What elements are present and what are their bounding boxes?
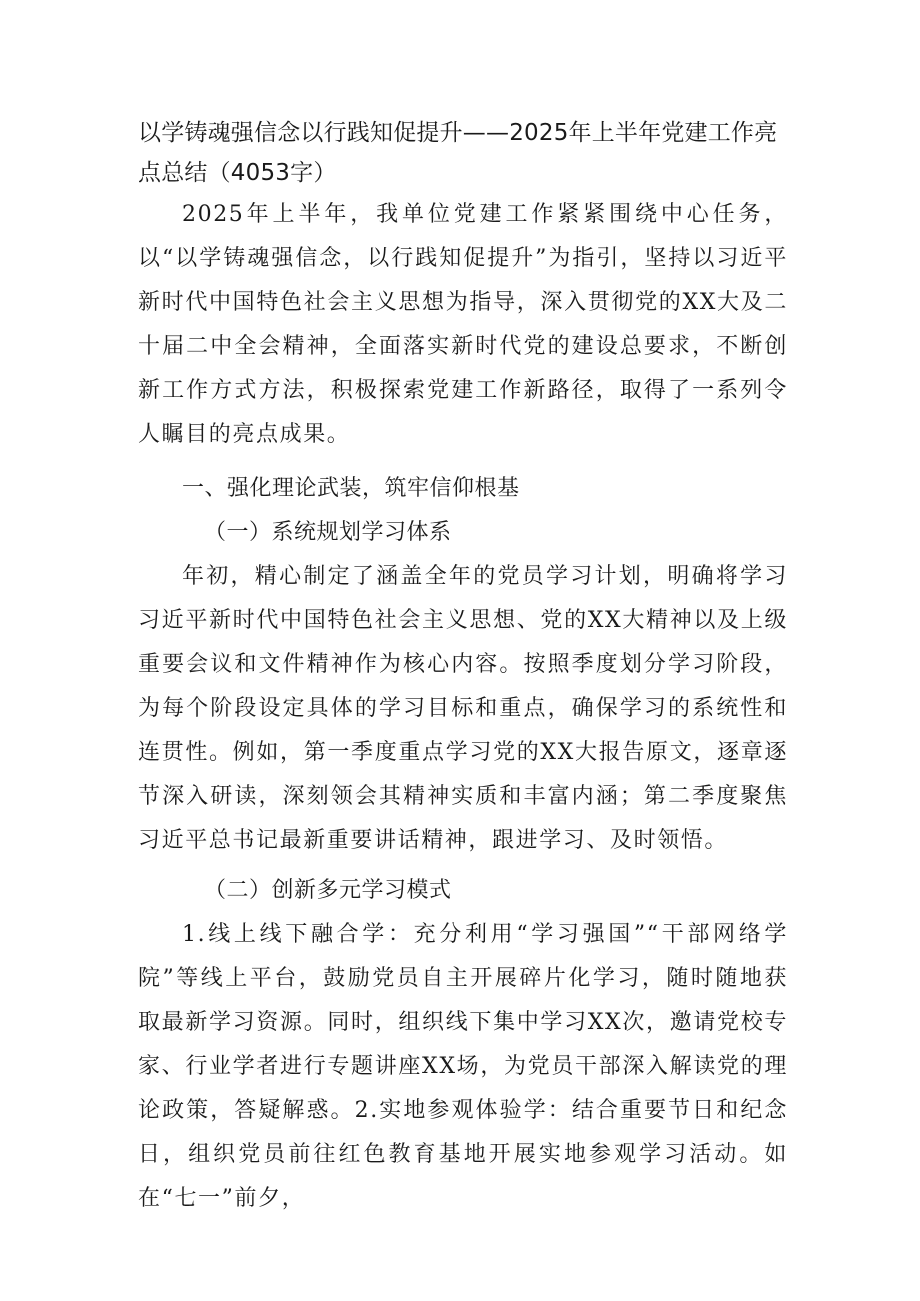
section-heading-1: 一、强化理论武装，筑牢信仰根基 xyxy=(182,476,520,501)
intro-paragraph: 2025年上半年，我单位党建工作紧紧围绕中心任务，以“以学铸魂强信念，以行践知促提升”为指引，坚持以习近平新时代中国特色社会主义思想为指导，深入贯彻党的XX大及二十届二中全会精神，全面落实新时代党的建设总要求，不断创新工作方式方法，积极探索党建工作新路径，取得了一系列令人瞩目的亮点成果。 xyxy=(138,202,788,447)
document-title: 以学铸魂强信念以行践知促提升——2025年上半年党建工作亮点总结（4053字） xyxy=(138,120,778,186)
subsection-paragraph-1: 年初，精心制定了涵盖全年的党员学习计划，明确将学习习近平新时代中国特色社会主义思想、党的XX大精神以及上级重要会议和文件精神作为核心内容。按照季度划分学习阶段，为每个阶段设定具体的学习目标和重点，确保学习的系统性和连贯性。例如，第一季度重点学习党的XX大报告原文，逐章逐节深入研读，深刻领会其精神实质和丰富内涵；第二季度聚焦习近平总书记最新重要讲话精神，跟进学习、及时领悟。 xyxy=(138,564,788,853)
document-body xyxy=(138,113,788,1221)
subsection-paragraph-2: 1.线上线下融合学：充分利用“学习强国”“干部网络学院”等线上平台，鼓励党员自主开展碎片化学习，随时随地获取最新学习资源。同时，组织线下集中学习XX次，邀请党校专家、行业学者进行专题讲座XX场，为党员干部深入解读党的理论政策，答疑解惑。2.实地参观体验学：结合重要节日和纪念日，组织党员前往红色教育基地开展实地参观学习活动。如在“七一”前夕， xyxy=(138,922,788,1211)
subsection-heading-2: （二）创新多元学习模式 xyxy=(204,878,452,903)
subsection-heading-1: （一）系统规划学习体系 xyxy=(204,520,452,545)
